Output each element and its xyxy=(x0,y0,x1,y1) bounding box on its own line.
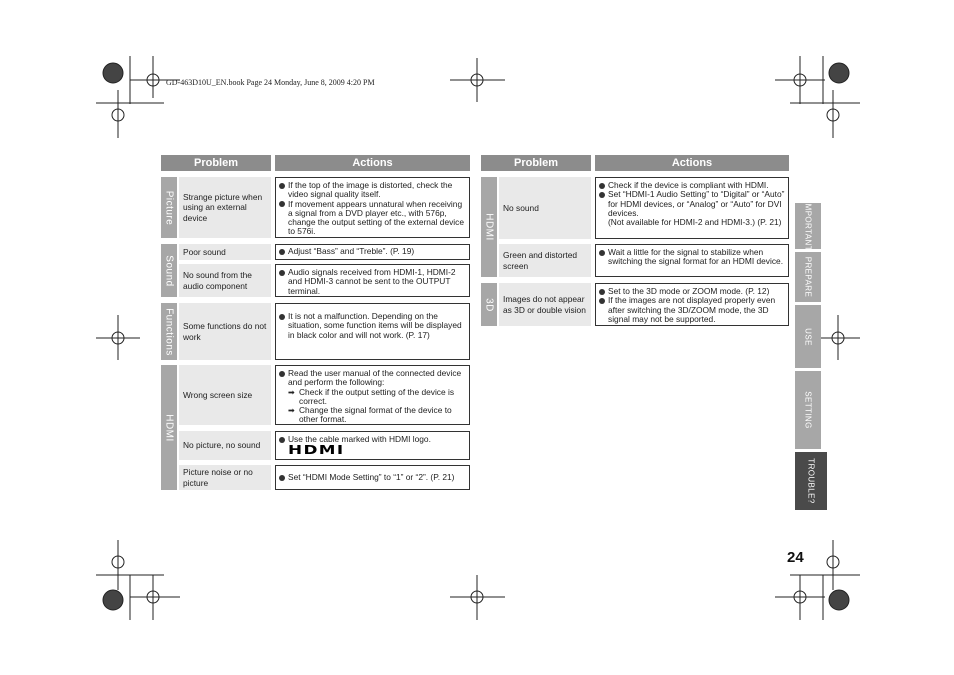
actions-cell: It is not a malfunction. Depending on the situation, some function items will be displayed in black color and will not work. (P. 17) xyxy=(275,303,470,360)
right-problem-header: Problem xyxy=(481,155,591,171)
page-number: 24 xyxy=(787,549,804,566)
problem-cell: Picture noise or no picture xyxy=(179,465,271,490)
actions-cell: Adjust “Bass” and “Treble”. (P. 19) xyxy=(275,244,470,260)
actions-cell: Read the user manual of the connected device and perform the following: ➡ Check if the output setting of the device is correct. ➡ Change the signal format of the device to other format. xyxy=(275,365,470,425)
side-tab-use[interactable]: USE xyxy=(795,305,821,368)
side-tab-prepare[interactable]: PREPARE xyxy=(795,252,821,302)
problem-cell: No sound xyxy=(499,177,591,239)
right-actions-header: Actions xyxy=(595,155,789,171)
category-hdmi: HDMI xyxy=(481,177,497,277)
left-problem-header: Problem xyxy=(161,155,271,171)
problem-cell: No sound from the audio component xyxy=(179,264,271,297)
problem-cell: Green and distorted screen xyxy=(499,244,591,277)
actions-cell: Set to the 3D mode or ZOOM mode. (P. 12) If the images are not displayed properly even after switching the 3D/ZOOM mode, the 3D signal may not be supported. xyxy=(595,283,789,326)
problem-cell: Wrong screen size xyxy=(179,365,271,425)
actions-cell: Use the cable marked with HDMI logo. HDMI xyxy=(275,431,470,460)
left-actions-header: Actions xyxy=(275,155,470,171)
category-3d: 3D xyxy=(481,283,497,326)
side-tab-important[interactable]: IMPORTANT xyxy=(795,203,821,249)
hdmi-logo: HDMI xyxy=(288,443,345,458)
side-tab-setting[interactable]: SETTING xyxy=(795,371,821,449)
problem-cell: Images do not appear as 3D or double vision xyxy=(499,283,591,326)
problem-cell: Some functions do not work xyxy=(179,303,271,360)
problem-cell: Strange picture when using an external device xyxy=(179,177,271,238)
actions-cell: Wait a little for the signal to stabilize when switching the signal format for an HDMI device. xyxy=(595,244,789,277)
category-functions: Functions xyxy=(161,303,177,360)
category-hdmi: HDMI xyxy=(161,365,177,490)
problem-cell: No picture, no sound xyxy=(179,431,271,460)
file-info-line: GD-463D10U_EN.book Page 24 Monday, June 8, 2009 4:20 PM xyxy=(166,78,375,87)
category-picture: Picture xyxy=(161,177,177,238)
side-tab-trouble[interactable]: TROUBLE? xyxy=(795,452,827,510)
actions-cell: If the top of the image is distorted, check the video signal quality itself. If movement appears unnatural when receiving a signal from a DVD player etc., with 576p, change the output setting of the external device to 576i. xyxy=(275,177,470,238)
problem-cell: Poor sound xyxy=(179,244,271,260)
actions-cell: Set “HDMI Mode Setting” to “1” or “2”. (P. 21) xyxy=(275,465,470,490)
actions-cell: Check if the device is compliant with HDMI. Set “HDMI-1 Audio Setting” to “Digital” or “Auto” for HDMI devices, or “Analog” or “Auto” for DVI devices. (Not available for HDMI-2 and HDMI-3.) (P. 21) xyxy=(595,177,789,239)
category-sound: Sound xyxy=(161,244,177,297)
actions-cell: Audio signals received from HDMI-1, HDMI-2 and HDMI-3 cannot be sent to the OUTPUT terminal. xyxy=(275,264,470,297)
